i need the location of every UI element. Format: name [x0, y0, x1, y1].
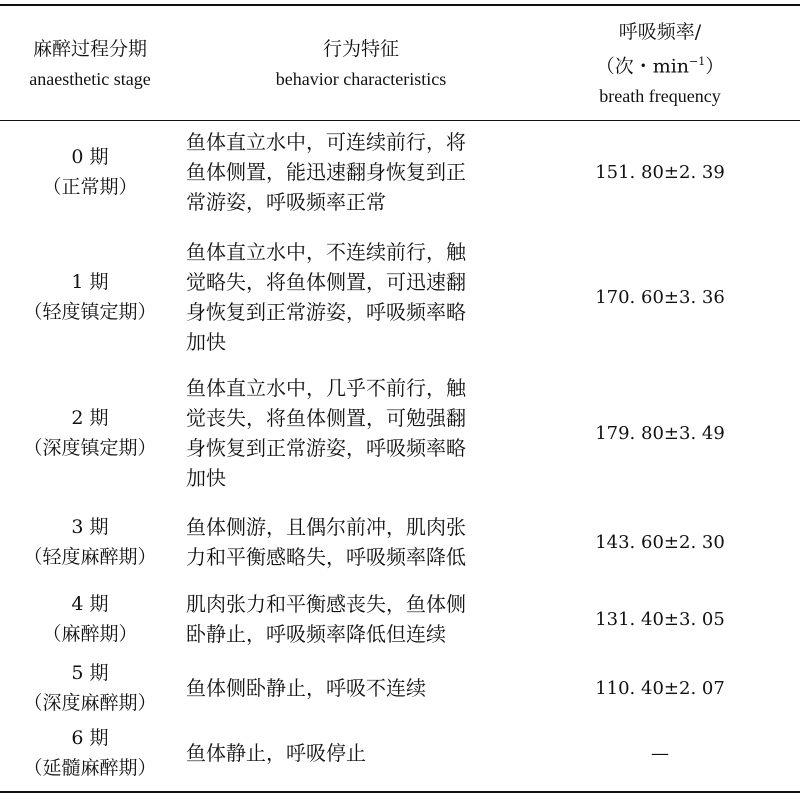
breath-frequency-value: 143. 60±2. 30 [595, 531, 725, 553]
behavior-line: 觉丧失，将鱼体侧置，可勉强翻 [186, 406, 466, 430]
stage-name: （麻醉期） [42, 623, 138, 645]
behavior-line: 鱼体侧置，能迅速翻身恢复到正 [186, 160, 466, 184]
breath-frequency-cell [560, 582, 760, 656]
stage-name: （延髓麻醉期） [23, 757, 157, 779]
behavior-line: 鱼体静止，呼吸停止 [186, 741, 366, 765]
behavior-line: 身恢复到正常游姿，呼吸频率略 [186, 300, 466, 324]
header-behavior-en: behavior characteristics [275, 69, 447, 89]
behavior-cell [186, 582, 536, 656]
bottom-rule [0, 791, 800, 793]
top-rule [0, 4, 800, 6]
stage-number: 4 期 [71, 593, 109, 615]
behavior-line: 常游姿，呼吸频率正常 [186, 190, 386, 214]
breath-frequency-value: 179. 80±3. 49 [595, 422, 725, 444]
behavior-line: 力和平衡感略失，呼吸频率降低 [186, 545, 466, 569]
stage-number: 6 期 [71, 727, 109, 749]
behavior-line: 鱼体直立水中，不连续前行，触 [186, 240, 466, 264]
behavior-line: 肌肉张力和平衡感丧失，鱼体侧 [186, 592, 466, 616]
behavior-line: 鱼体直立水中，可连续前行，将 [186, 130, 466, 154]
header-stage [0, 10, 180, 118]
breath-frequency-value: 170. 60±3. 36 [595, 286, 725, 308]
header-freq [560, 10, 760, 118]
stage-name: （轻度麻醉期） [23, 546, 157, 568]
stage-name: （深度麻醉期） [23, 692, 157, 714]
stage-cell [0, 122, 180, 222]
breath-frequency-value: 110. 40±2. 07 [595, 677, 725, 699]
stage-cell [0, 368, 180, 498]
header-stage-en: anaesthetic stage [29, 69, 151, 89]
header-freq-unit: （次・$\min^{-1}$） [595, 54, 725, 78]
behavior-line: 鱼体侧游，且偶尔前冲，肌肉张 [186, 515, 466, 539]
breath-frequency-cell [560, 722, 760, 784]
behavior-line: 鱼体侧卧静止，呼吸不连续 [186, 676, 426, 700]
header-behavior-zh: 行为特征 [322, 38, 399, 60]
stage-name: （轻度镇定期） [23, 301, 157, 323]
behavior-cell [186, 232, 536, 362]
breath-frequency-value: — [651, 742, 669, 764]
breath-frequency-cell [560, 506, 760, 578]
behavior-line: 加快 [186, 330, 226, 354]
stage-name: （深度镇定期） [23, 437, 157, 459]
header-stage-zh: 麻醉过程分期 [32, 38, 147, 60]
header-behavior [186, 10, 536, 118]
breath-frequency-cell [560, 368, 760, 498]
behavior-line: 身恢复到正常游姿，呼吸频率略 [186, 436, 466, 460]
stage-cell [0, 232, 180, 362]
stage-cell [0, 506, 180, 578]
breath-frequency-value: 131. 40±3. 05 [595, 608, 725, 630]
behavior-line: 卧静止，呼吸频率降低但连续 [186, 622, 446, 646]
breath-frequency-cell [560, 122, 760, 222]
behavior-cell [186, 722, 536, 784]
stage-number: 2 期 [71, 407, 109, 429]
behavior-cell [186, 368, 536, 498]
behavior-cell [186, 506, 536, 578]
header-freq-zh: 呼吸频率/ [618, 20, 702, 43]
stage-number: 5 期 [71, 662, 109, 684]
stage-cell [0, 722, 180, 784]
header-rule [0, 120, 800, 121]
stage-cell [0, 658, 180, 718]
behavior-cell [186, 122, 536, 222]
stage-name: （正常期） [42, 176, 138, 198]
breath-frequency-cell [560, 658, 760, 718]
breath-frequency-value: 151. 80±2. 39 [595, 161, 725, 183]
behavior-line: 鱼体直立水中，几乎不前行，触 [186, 376, 466, 400]
stage-cell [0, 582, 180, 656]
header-freq-en: breath frequency [599, 86, 721, 107]
behavior-line: 加快 [186, 466, 226, 490]
stage-number: 0 期 [71, 146, 109, 168]
stage-number: 1 期 [71, 271, 109, 293]
stage-number: 3 期 [71, 516, 109, 538]
breath-frequency-cell [560, 232, 760, 362]
behavior-line: 觉略失，将鱼体侧置，可迅速翻 [186, 270, 466, 294]
behavior-cell [186, 658, 536, 718]
